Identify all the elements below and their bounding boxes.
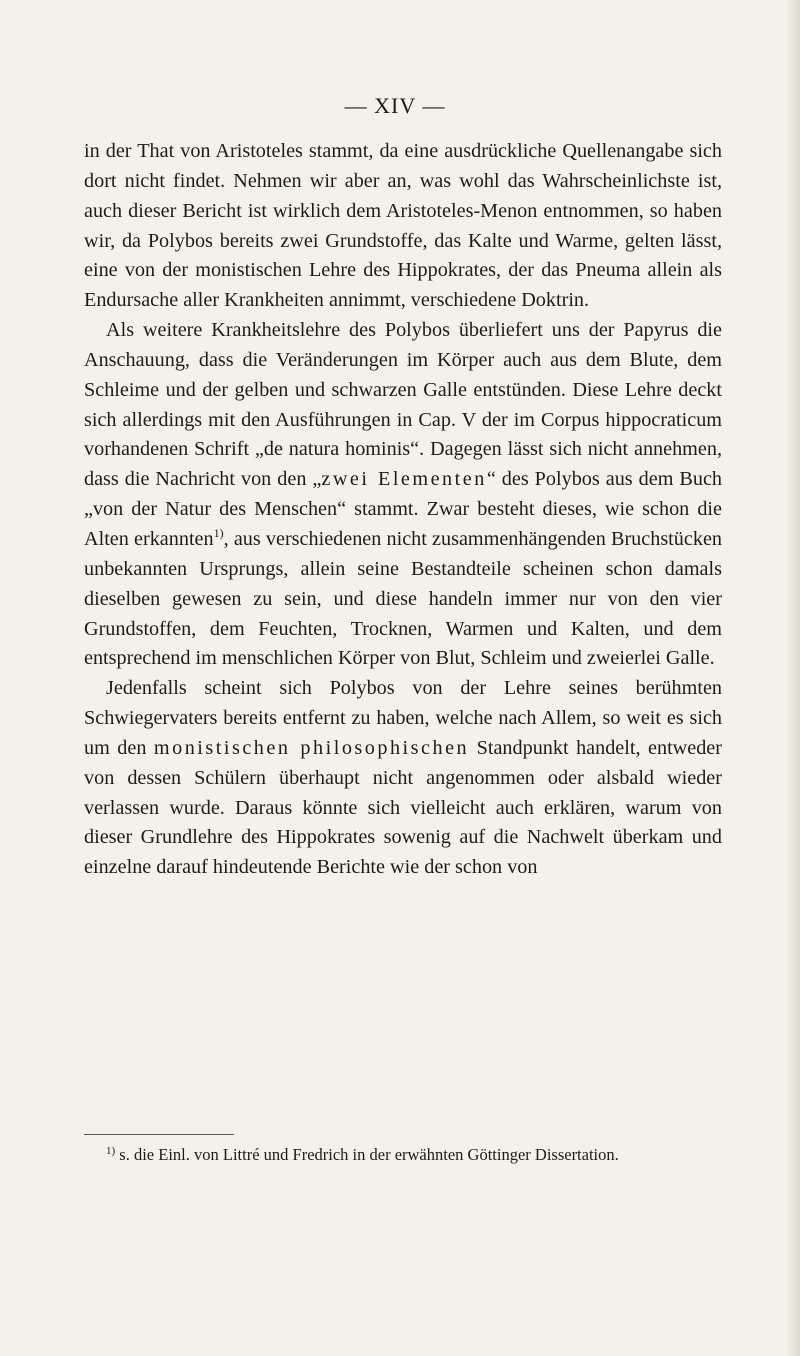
paragraph-3 (84, 674, 722, 883)
paragraph-1-line: bereits zwei Grundstoffe, das Kalte und Warme, gelten lässt, (219, 229, 722, 252)
paragraph-2-text: , aus verschiedenen nicht zusammenhängenden Bruchstücken unbekannten Ursprungs, allein seine Bestandteile scheinen schon damals dieselben gewesen zu sein, und diese handeln immer nur von den vier Grundstoffen, dem Feuchten, Trocknen, Warmen und Kalten, und dem entsprechend im menschlichen Körper von Blut, Schleim und zweierlei Galle. (84, 527, 722, 670)
paragraph-2-text: Als weitere Krankheitslehre des Polybos überliefert uns der Papyrus die Anschauung, dass die Veränderungen im Körper auch aus dem Blute, dem Schleime und der gelben und schwarzen Galle entstünden. Diese Lehre deckt sich allerdings mit den Ausführungen in Cap. V der im Corpus hippocraticum vorhandenen Schrift „de natura hominis“. Dagegen lässt sich nicht annehmen, dass die Nachricht von den „ (84, 319, 722, 491)
paragraph-3-text: Standpunkt handelt, entweder von dessen Schülern überhaupt nicht angenommen oder alsbald wieder verlassen wurde. Daraus könnte sich vielleicht auch erklären, warum von dieser Grundlehre des Hippokrates sowenig auf die Nachwelt überkam und einzelne darauf hindeutende Berichte wie der schon von (84, 736, 722, 879)
page-edge-shadow (786, 0, 800, 1356)
paragraph-2-text: “ des Polybos aus dem Buch „von der Natur des Menschen“ stammt. Zwar besteht dieses, wie schon die Alten erkannten (84, 468, 723, 550)
paragraph-1 (84, 137, 722, 316)
paragraph-1-line: in der That von Aristoteles stammt, da eine ausdrückliche (84, 140, 563, 162)
paragraph-1-line: eine von der monistischen Lehre des Hippokrates, der das Pneuma (84, 259, 648, 282)
spaced-emphasis: zwei Elementen (321, 468, 487, 491)
paragraph-1-line: wohl das Wahrscheinlichste ist, auch dieser Bericht ist wirklich (84, 169, 722, 222)
paragraph-3-text: Jedenfalls scheint sich Polybos von der Lehre seines berühmten Schwiegervaters bereits entfernt zu haben, welche nach Allem, so weit es sich um den (84, 677, 722, 759)
spaced-emphasis: monistischen philosophischen (153, 736, 470, 759)
footnote-marker: 1) (106, 1145, 116, 1157)
paragraph-1-line: Quellenangabe sich dort nicht findet. Nehmen wir aber an, was (84, 140, 722, 192)
footnote (84, 1143, 722, 1167)
paragraph-1-line: allein als Endursache aller Krankheiten annimmt, verschiedene (84, 259, 723, 312)
paragraph-1-line: Doktrin. (521, 289, 590, 312)
paragraph-1-line: dem Aristoteles-Menon entnommen, so haben wir, da Polybos (84, 199, 722, 252)
footnote-text: s. die Einl. von Littré und Fredrich in der erwähnten Göttinger Dissertation. (115, 1145, 619, 1164)
footnote-reference: 1) (213, 525, 224, 540)
main-text (84, 137, 722, 883)
paragraph-2 (84, 316, 722, 674)
page-number-header: — XIV — (344, 93, 446, 118)
footnote-divider (84, 1134, 234, 1135)
